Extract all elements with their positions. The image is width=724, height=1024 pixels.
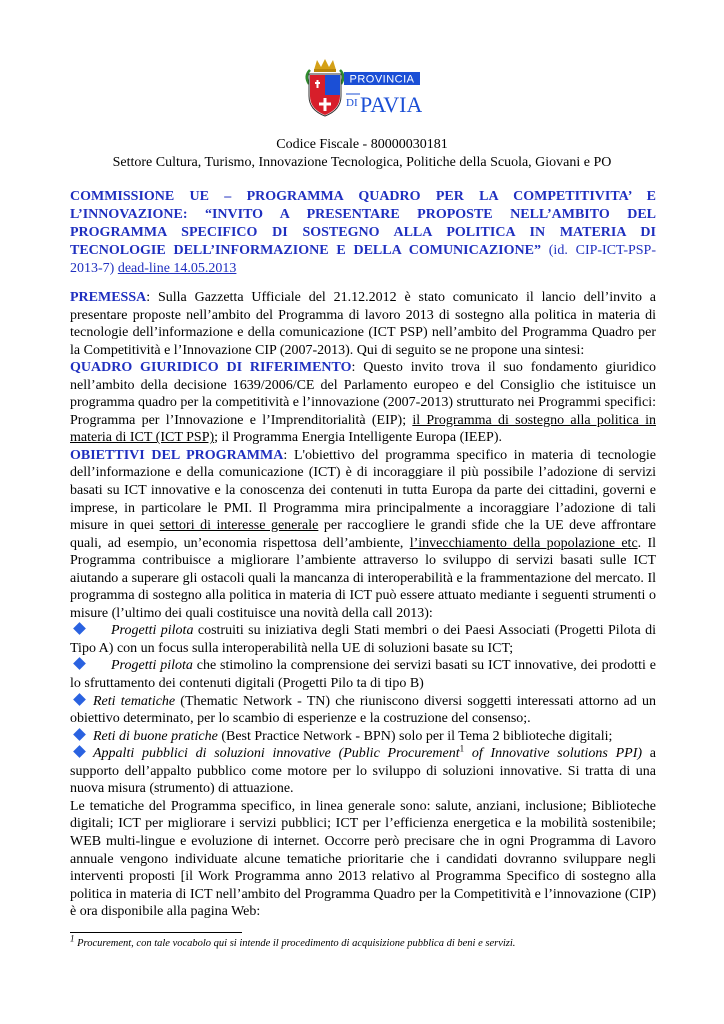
footnote-number: 1 <box>70 933 75 944</box>
bullet-italic: Progetti pilota <box>111 658 193 674</box>
logo-line2-main: PAVIA <box>360 92 422 117</box>
quadro-heading: QUADRO GIURIDICO DI RIFERIMENTO <box>70 360 352 376</box>
footnote <box>70 933 656 951</box>
bullet-italic-2: of Innovative solutions PPI) <box>464 746 643 762</box>
document-header <box>60 136 664 172</box>
quadro-text2: ; il Programma Energia Intelligente Europa (IEEP). <box>214 430 502 446</box>
bullet-text: costruiti su iniziativa degli Stati membri o dei Paesi Associati (Progetti Pilota di Tipo A) con un focus sulla interoperabilità nella UE di soluzioni basate su ICT; <box>70 623 656 656</box>
diamond-bullet-icon <box>73 693 86 706</box>
list-item <box>70 622 656 657</box>
provincia-di-pavia-logo <box>300 58 422 120</box>
list-item <box>70 657 656 692</box>
tematiche-paragraph: Le tematiche del Programma specifico, in linea generale sono: salute, anziani, inclusione; Biblioteche digitali; ICT per migliorare i servizi pubblici; ICT per l’efficienza energetica e la mobilità sostenibile; WEB multi-lingue e evoluzione di internet. Occorre però precisare che in ogni Programma di Lavoro annuale vengono individuate alcune tematiche prioritarie che i candidati dovranno sviluppare negli interventi proposti [il Work Programma anno 2013 relativo al Programma Specifico di sostegno alla politica in materia di ICT nell’ambito del Programma Quadro per la Competitività e l’innovazione (CIP) è ora disponibile alla pagina Web: <box>70 798 656 920</box>
bullet-italic: Progetti pilota <box>111 623 194 639</box>
footnote-divider <box>70 932 242 933</box>
list-item <box>70 693 656 728</box>
logo-line1: PROVINCIA <box>349 73 415 86</box>
bullet-text: (Thematic Network - TN) che riuniscono diversi soggetti interessati attorno ad un obiettivo determinato, per lo scambio di esperienze e la costruzione del consenso;. <box>70 693 656 727</box>
logo-line2-prefix: DI <box>346 97 358 109</box>
obiettivi-text3: . Il Programma contribuisce a migliorare l’ambiente attraverso lo sviluppo di servizi basati sulle ICT aiutando a superare gli ostacoli quali la mancanza di interoperabilità e la frammentazione del mercato. Il programma di sostegno alla politica in materia di ICT può essere attuato mediante i seguenti strumenti o misure (l’ultimo dei quali costituisce una novità della call 2013): <box>70 535 656 621</box>
obiettivi-paragraph <box>70 447 656 622</box>
obiettivi-text2: per raccogliere le grandi sfide che la UE deve affrontare quali, ad esempio, un’economia rispettosa dell’ambiente, <box>70 518 656 551</box>
bullet-text: che stimolino la comprensione dei servizi basati su ICT innovative, dei prodotti e lo sfruttamento dei contenuti digitali (Progetti Pilo ta di tipo B) <box>70 658 656 692</box>
footnote-text: Procurement, con tale vocabolo qui si intende il procedimento di acquisizione pubblica di beni e servizi. <box>74 938 516 949</box>
quadro-paragraph <box>70 359 656 447</box>
premessa-heading: PREMESSA <box>70 290 147 305</box>
shield-icon <box>309 74 341 116</box>
coat-of-arms-icon <box>300 58 422 120</box>
obiettivi-text1: : L'obiettivo del programma specifico in materia di tecnologie dell’informazione e della comunicazione (ICT) è di incoraggiare il più possibile l’adozione di servizi basati su ICT innovative e la conoscenza dei contenuti in tutta Europa da parte dei cittadini, governi e imprese, in particolare le PMI. Il Programma mira principalmente a incoraggiare l’adozione di tali misure in quei <box>70 447 656 534</box>
title-deadline: dead-line 14.05.2013 <box>117 261 237 276</box>
obiettivi-heading: OBIETTIVI DEL PROGRAMMA <box>70 447 284 463</box>
title-main: COMMISSIONE UE – PROGRAMMA QUADRO PER LA COMPETITIVITA’ E L’INNOVAZIONE: “INVITO A PRESENTARE PROPOSTE NELL’AMBITO DEL PROGRAMMA SPECIFICO DI SOSTEGNO ALLA POLITICA IN MATERIA DI TECNOLOGIE DELL’INFORMAZIONE E DELLA COMUNICAZIONE” <box>70 189 656 258</box>
document-title <box>70 188 656 278</box>
diamond-bullet-icon <box>73 623 86 636</box>
obiettivi-underlined1: settori di interesse generale <box>159 518 319 534</box>
bullet-text: (Best Practice Network - BPN) solo per il Tema 2 biblioteche digitali; <box>217 728 613 744</box>
obiettivi-underlined2: l’invecchiamento della popolazione etc <box>409 535 638 551</box>
quadro-underlined: il Programma di sostegno alla politica in materia di ICT (ICT PSP) <box>70 412 656 446</box>
document-body <box>70 289 656 921</box>
footnote-ref[interactable]: 1 <box>459 743 465 754</box>
sector-name: Settore Cultura, Turismo, Innovazione Tecnologica, Politiche della Scuola, Giovani e PO <box>112 155 612 170</box>
diamond-bullet-icon <box>73 658 86 671</box>
premessa-text: : Sulla Gazzetta Ufficiale del 21.12.2012 è stato comunicato il lancio dell’invito a presentare proposte nell’ambito del Programma di lavoro 2013 di sostegno alla politica in materia di tecnologie dell’informazione e della comunicazione (ICT PSP) nell’ambito del Programma Quadro per la Competitività e l’Innovazione CIP (2007-2013). Qui di seguito se ne propone una sintesi: <box>70 290 656 358</box>
title-id: (id. CIP-ICT-PSP-2013-7) <box>70 243 657 276</box>
bullet-italic: Reti tematiche <box>93 693 176 709</box>
bullet-text: a supporto dell’appalto pubblico come motore per lo sviluppo di soluzioni innovative. Si tratta di una nuova misura (strumento) di attuazione. <box>70 746 656 797</box>
quadro-text1: : Questo invito trova il suo fondamento giuridico nell’ambito della decisione 1639/2006/CE del Parlamento europeo e del Consiglio che istituisce un programma quadro per la competitività e l’innovazione (2007-2013) strutturato nei Programmi specifici: Programma per l’Innovazione e l’Imprenditorialità (EIP); <box>70 360 656 428</box>
bullet-italic: Reti di buone pratiche <box>93 728 218 744</box>
bullet-italic: Appalti pubblici di soluzioni innovative (Public Procurement <box>93 746 460 762</box>
diamond-bullet-icon <box>73 745 86 758</box>
crown-icon <box>314 59 336 72</box>
list-item <box>70 745 656 798</box>
fiscal-code: Codice Fiscale - 80000030181 <box>276 137 448 152</box>
list-item <box>70 728 656 746</box>
diamond-bullet-icon <box>73 728 86 741</box>
premessa-paragraph <box>70 289 656 359</box>
